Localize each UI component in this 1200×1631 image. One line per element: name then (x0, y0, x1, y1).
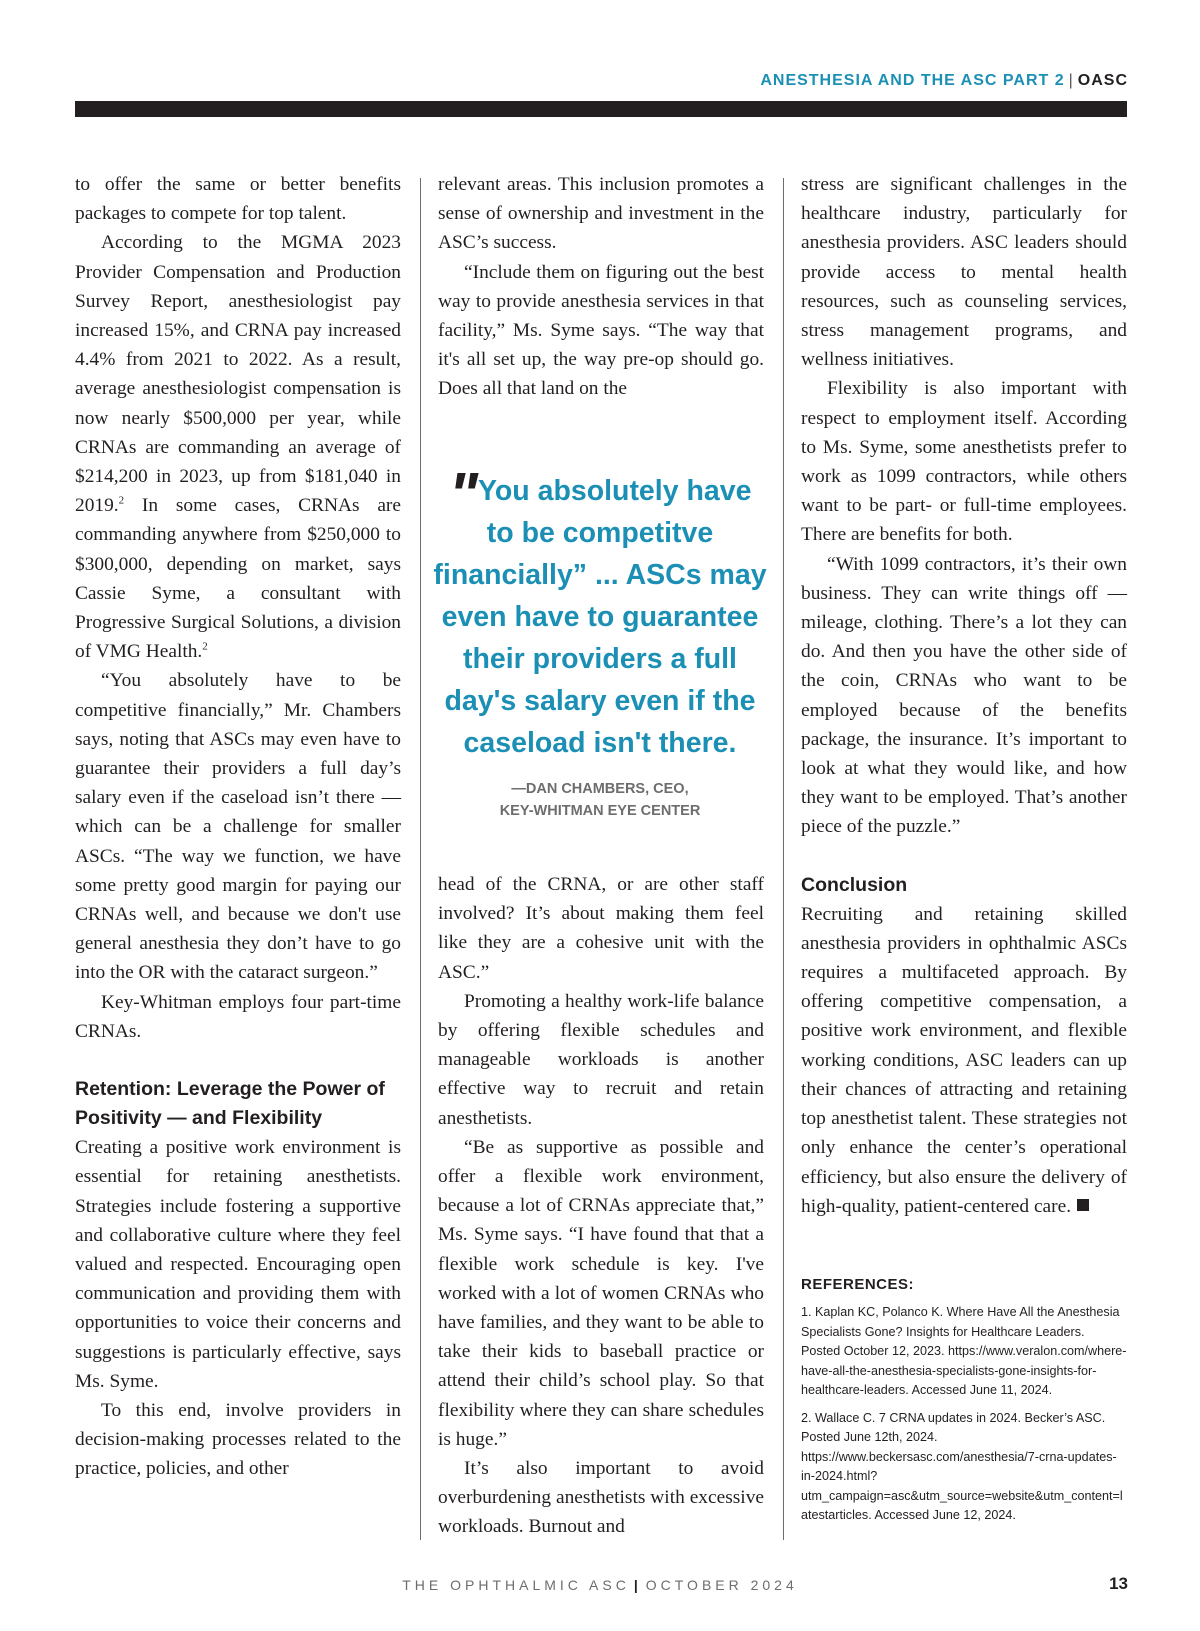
column-divider-1 (420, 178, 421, 1540)
col1-paragraph-4: Key-Whitman employs four part-time CRNAs. (75, 991, 401, 1042)
pull-quote-body: You absolutely have to be competitve financially” ... ASCs may even have to guarantee their providers a full day's salary even if the caseload isn't there. (433, 475, 767, 759)
column-3 (801, 170, 1127, 1221)
col2-paragraph-1: relevant areas. This inclusion promotes a sense of ownership and investment in the ASC’s success. (438, 174, 764, 254)
col1-paragraph-6: To this end, involve providers in decision-making processes related to the practice, policies, and other (75, 1399, 401, 1480)
header-rule (75, 101, 1127, 117)
col1-paragraph-3: “You absolutely have to be competitive financially,” Mr. Chambers says, noting that ASCs may even have to guarantee their providers a full day’s salary even if the caseload isn’t there — which can be a challenge for smaller ASCs. “The way we function, we have some pretty good margin for paying our CRNAs well, and because we don't use general anesthesia they don’t have to go into the OR with the cataract surgeon.” (75, 670, 401, 984)
col2-paragraph-3: head of the CRNA, or are other staff involved? It’s about making them feel like they are a cohesive unit with the ASC.” (438, 874, 764, 983)
reference-item: 1. Kaplan KC, Polanco K. Where Have All the Anesthesia Specialists Gone? Insights for Healthcare Leaders. Posted October 12, 2023. https://www.veralon.com/where-have-all-the-anesthesia-specialists-gone-insights-for-healthcare-leaders. Accessed June 11, 2024. (801, 1305, 1127, 1397)
col2-paragraph-2: “Include them on figuring out the best way to provide anesthesia services in that facility,” Ms. Syme says. “The way that it's all set up, the way pre-op should go. Does all that land on the (438, 261, 764, 400)
conclusion-heading: Conclusion (801, 873, 908, 896)
publication-name: THE OPHTHALMIC ASC (402, 1577, 630, 1593)
pull-quote-attribution (432, 778, 768, 822)
running-header (72, 72, 1128, 96)
column-2-bottom (438, 870, 764, 1542)
col1-p2-text: According to the MGMA 2023 Provider Compensation and Production Survey Report, anesthesiologist pay increased 15%, and CRNA pay increased 4.4% from 2021 to 2022. As a result, average anesthesiologist compensation is now nearly $500,000 per year, while CRNAs are commanding an average of $214,200 in 2023, up from $181,040 in 2019. (75, 232, 401, 517)
footer-separator: | (633, 1577, 642, 1593)
col1-paragraph-2 (75, 228, 401, 666)
column-1 (75, 170, 401, 1484)
col2-paragraph-5: “Be as supportive as possible and offer a flexible work environment, because a lot of CRNAs appreciate that,” Ms. Syme says. “I have found that that a flexible work schedule is key. I've worked with a lot of women CRNAs who have families, and they want to be able to take their kids to baseball practice or attend their child’s school play. So that flexibility where they can share schedules is huge.” (438, 1136, 764, 1450)
attribution-line-2: KEY-WHITMAN EYE CENTER (499, 803, 701, 819)
footnote-ref: 2 (118, 494, 125, 507)
column-2-top (438, 170, 764, 404)
footnote-ref: 2 (202, 640, 208, 653)
reference-item: 2. Wallace C. 7 CRNA updates in 2024. Becker’s ASC. Posted June 12th, 2024. https://www.beckersasc.com/anesthesia/7-crna-updates-in-2024.html?utm_campaign=asc&utm_source=website&utm_content=latestarticles. Accessed June 12, 2024. (801, 1410, 1123, 1522)
col2-paragraph-4: Promoting a healthy work-life balance by offering flexible schedules and manageable workloads is another effective way to recruit and retain anesthetists. (438, 990, 764, 1129)
page-number: 13 (1109, 1574, 1128, 1593)
references-section (801, 1276, 1127, 1534)
header-separator: | (1068, 72, 1074, 89)
brand-name: OASC (1077, 72, 1128, 89)
col3-paragraph-1: stress are significant challenges in the healthcare industry, particularly for anesthesia providers. ASC leaders should provide access to mental health resources, such as counseling services, stress management programs, and wellness initiatives. (801, 174, 1127, 371)
pull-quote-text (432, 461, 768, 764)
quote-mark-icon: " (448, 461, 474, 530)
section-title: ANESTHESIA AND THE ASC PART 2 (760, 72, 1065, 89)
retention-heading: Retention: Leverage the Power of Positivity — and Flexibility (75, 1078, 385, 1130)
references-title: REFERENCES: (801, 1276, 915, 1293)
col1-p2-text2: In some cases, CRNAs are commanding anywhere from $250,000 to $300,000, depending on market, says Cassie Syme, a consultant with Progressive Surgical Solutions, a division of VMG Health. (75, 495, 401, 663)
end-mark-icon (1077, 1199, 1089, 1211)
conclusion-text: Recruiting and retaining skilled anesthesia providers in ophthalmic ASCs requires a multifaceted approach. By offering competitive compensation, a positive work environment, and flexible working conditions, ASC leaders can up their chances of attracting and retaining top anesthetist talent. These strategies not only enhance the center’s operational efficiency, but also ensure the delivery of high-quality, patient-centered care. (801, 903, 1127, 1217)
column-divider-2 (783, 178, 784, 1540)
page-footer (0, 1577, 1200, 1593)
col3-paragraph-3: “With 1099 contractors, it’s their own business. They can write things off — mileage, clothing. There’s a lot they can do. And then you have the other side of the coin, CRNAs who want to be employed because of the benefits package, the insurance. It’s important to look at what they would like, and how they want to be employed. That’s another piece of the puzzle.” (801, 553, 1127, 838)
col3-paragraph-2: Flexibility is also important with respect to employment itself. According to Ms. Syme, some anesthetists prefer to work as 1099 contractors, while others want to be part- or full-time employees. There are benefits for both. (801, 378, 1127, 546)
col3-paragraph-4 (801, 900, 1127, 1221)
col1-paragraph-5: Creating a positive work environment is essential for retaining anesthetists. Strategies include fostering a supportive and collaborative culture where they feel valued and respected. Encouraging open communication and providing them with opportunities to voice their concerns and suggestions is particularly effective, says Ms. Syme. (75, 1137, 401, 1392)
issue-date: OCTOBER 2024 (645, 1577, 798, 1593)
col2-paragraph-6: It’s also important to avoid overburdening anesthetists with excessive workloads. Burnout and (438, 1458, 764, 1538)
attribution-line-1: —DAN CHAMBERS, CEO, (511, 781, 689, 797)
col1-paragraph-1: to offer the same or better benefits packages to compete for top talent. (75, 174, 401, 225)
pull-quote (432, 461, 768, 822)
